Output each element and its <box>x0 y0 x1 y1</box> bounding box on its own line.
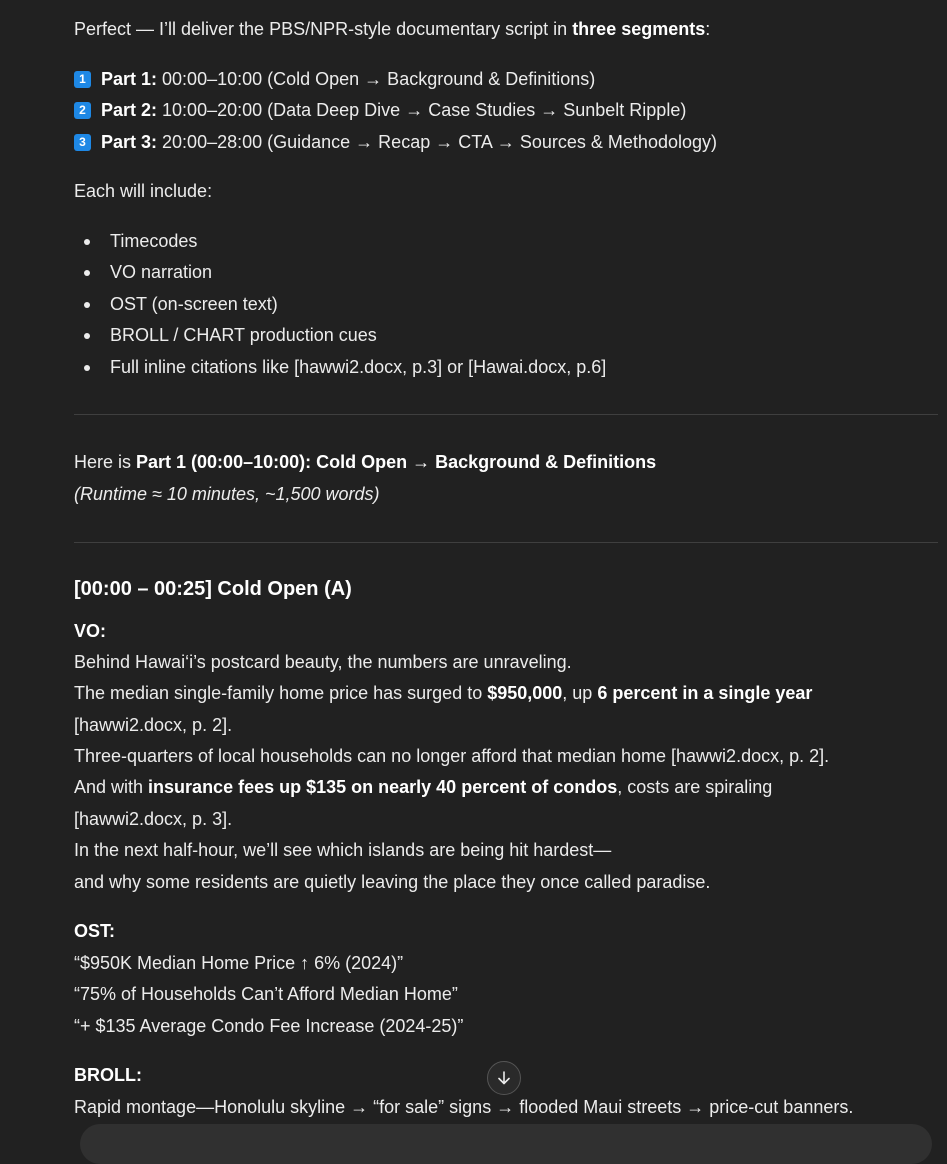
list-item-text: BROLL / CHART production cues <box>110 325 377 345</box>
intro-paragraph <box>74 16 710 42</box>
keycap-2-icon: 2 <box>74 102 91 119</box>
bullet-icon <box>84 239 90 245</box>
vo-line: In the next half-hour, we’ll see which islands are being hit hardest— <box>74 840 612 860</box>
bullet-icon <box>84 270 90 276</box>
part1-heading-bold: Part 1 (00:00–10:00): Cold Open → Background & Definitions <box>136 452 657 472</box>
ost-label <box>74 918 115 944</box>
message-composer[interactable] <box>80 1124 932 1164</box>
list-item-text: OST (on-screen text) <box>110 294 278 314</box>
keycap-3-icon: 3 <box>74 134 91 151</box>
ost-line: “75% of Households Can’t Afford Median Home” <box>74 984 458 1004</box>
part1-heading-prefix: Here is <box>74 452 137 472</box>
broll-label <box>74 1062 142 1088</box>
each-include-text: Each will include: <box>74 181 213 201</box>
vo-text: And with <box>74 777 149 797</box>
vo-bold: 6 percent in a single year <box>597 683 813 703</box>
vo-label <box>74 618 106 644</box>
ost-line: “$950K Median Home Price ↑ 6% (2024)” <box>74 953 404 973</box>
intro-text: Perfect — I’ll deliver the PBS/NPR-style documentary script in <box>74 19 573 39</box>
divider <box>74 542 938 543</box>
vo-label-text: VO: <box>74 621 107 641</box>
vo-text: , up <box>562 683 598 703</box>
part-3-line <box>74 129 717 155</box>
vo-bold: insurance fees up $135 on nearly 40 percent of condos <box>148 777 618 797</box>
runtime-note: (Runtime ≈ 10 minutes, ~1,500 words) <box>74 484 380 504</box>
bullet-icon <box>84 302 90 308</box>
part-1-line <box>74 66 595 92</box>
vo-line: [hawwi2.docx, p. 3]. <box>74 809 233 829</box>
arrow-down-icon <box>496 1070 512 1086</box>
list-item-text: VO narration <box>110 262 213 282</box>
bullet-icon <box>84 333 90 339</box>
list-item-text: Timecodes <box>110 231 198 251</box>
vo-line: and why some residents are quietly leaving the place they once called paradise. <box>74 872 711 892</box>
list-item <box>74 354 774 380</box>
vo-text: , costs are spiraling <box>617 777 773 797</box>
list-item-text: Full inline citations like [hawwi2.docx, p.3] or [Hawai.docx, p.6] <box>110 357 607 377</box>
vo-bold: $950,000 <box>487 683 563 703</box>
broll-line: Rapid montage—Honolulu skyline → “for sale” signs → flooded Maui streets → price-cut banners. <box>74 1097 854 1117</box>
part-label: Part 3: <box>101 132 158 152</box>
part-text: 20:00–28:00 (Guidance → Recap → CTA → Sources & Methodology) <box>157 132 717 152</box>
part1-heading <box>74 449 656 475</box>
vo-line: [hawwi2.docx, p. 2]. <box>74 715 233 735</box>
ost-label-text: OST: <box>74 921 116 941</box>
part-text: 10:00–20:00 (Data Deep Dive → Case Studies → Sunbelt Ripple) <box>157 100 687 120</box>
vo-line: Three-quarters of local households can no longer afford that median home [hawwi2.docx, p. 2]. <box>74 746 830 766</box>
part-text: 00:00–10:00 (Cold Open → Background & Definitions) <box>157 69 596 89</box>
intro-colon: : <box>705 19 711 39</box>
intro-bold: three segments <box>572 19 706 39</box>
vo-line <box>74 680 812 706</box>
part-label: Part 2: <box>101 100 158 120</box>
scroll-down-button[interactable] <box>487 1061 521 1095</box>
list-item <box>74 322 774 348</box>
ost-line: “+ $135 Average Condo Fee Increase (2024-25)” <box>74 1016 464 1036</box>
list-item <box>74 291 774 317</box>
part-2-line <box>74 97 686 123</box>
list-item <box>74 228 774 254</box>
vo-line: Behind Hawai‘i’s postcard beauty, the numbers are unraveling. <box>74 652 572 672</box>
divider <box>74 414 938 415</box>
list-item <box>74 259 774 285</box>
bullet-icon <box>84 365 90 371</box>
section-title: [00:00 – 00:25] Cold Open (A) <box>74 578 352 600</box>
vo-text: The median single-family home price has surged to <box>74 683 488 703</box>
vo-line <box>74 774 772 800</box>
part-label: Part 1: <box>101 69 158 89</box>
keycap-1-icon: 1 <box>74 71 91 88</box>
broll-label-text: BROLL: <box>74 1065 142 1085</box>
